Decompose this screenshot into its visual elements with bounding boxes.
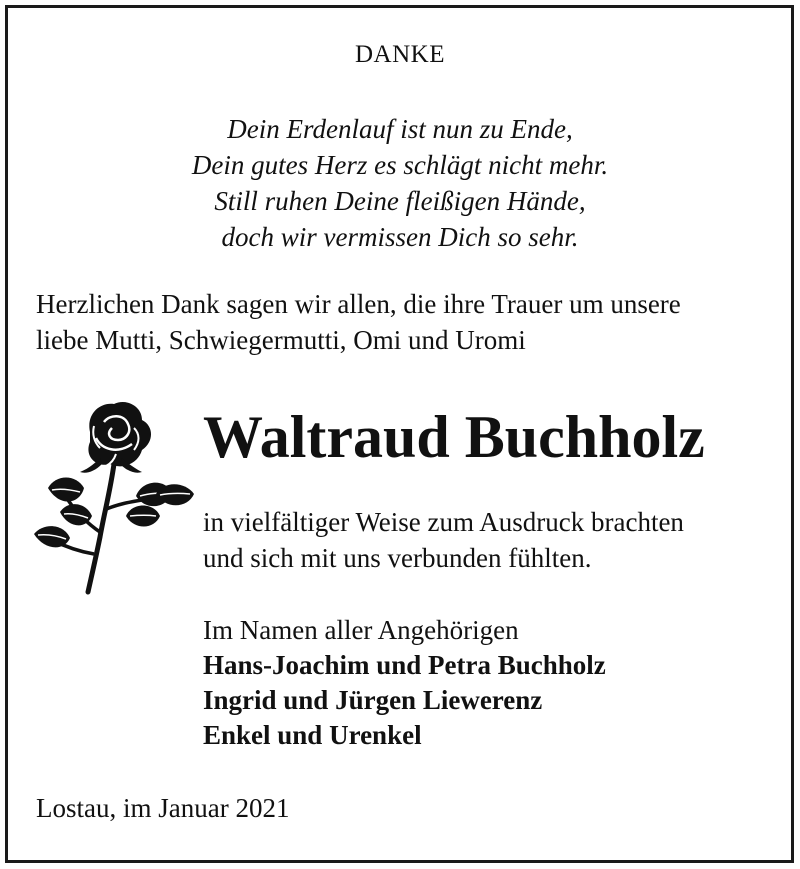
poem-line: Dein Erdenlauf ist nun zu Ende, xyxy=(227,114,573,144)
signer-name: Enkel und Urenkel xyxy=(203,720,422,750)
body-line: und sich mit uns verbunden fühlten. xyxy=(203,543,592,573)
signer-name: Ingrid und Jürgen Liewerenz xyxy=(203,685,543,715)
intro-line: liebe Mutti, Schwiegermutti, Omi und Uromi xyxy=(36,325,526,355)
notice-heading: DANKE xyxy=(355,41,445,68)
poem-line: Dein gutes Herz es schlägt nicht mehr. xyxy=(191,150,609,180)
intro-line: Herzlichen Dank sagen wir allen, die ihre Trauer um unsere xyxy=(36,289,681,319)
poem-line: Still ruhen Deine fleißigen Hände, xyxy=(214,186,586,216)
place-date: Lostau, im Januar 2021 xyxy=(36,793,290,823)
signature-block xyxy=(203,613,606,753)
rose-icon xyxy=(30,392,200,597)
deceased-name: Waltraud Buchholz xyxy=(203,404,705,470)
body-line: in vielfältiger Weise zum Ausdruck brachten xyxy=(203,507,684,537)
thanks-body xyxy=(203,504,684,576)
thanks-intro xyxy=(36,286,776,358)
poem xyxy=(0,111,800,255)
poem-line: doch wir vermissen Dich so sehr. xyxy=(221,222,579,252)
signoff-line: Im Namen aller Angehörigen xyxy=(203,615,519,645)
signer-name: Hans-Joachim und Petra Buchholz xyxy=(203,650,606,680)
